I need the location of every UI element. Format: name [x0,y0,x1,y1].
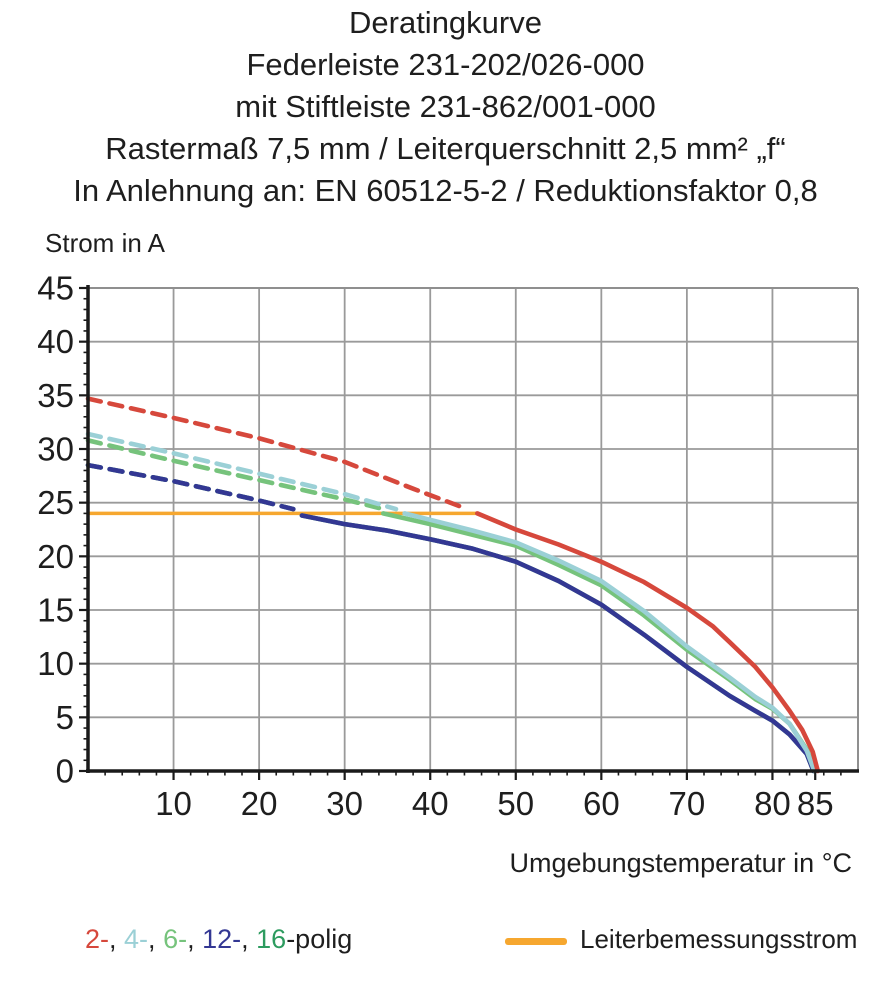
y-tick-label: 30 [37,430,74,468]
derating-chart [0,218,891,878]
y-tick-label: 45 [37,269,74,307]
x-tick-label: 40 [411,785,449,822]
x-tick-label: 60 [582,785,620,822]
x-tick-label: 85 [796,785,834,822]
legend-row [0,924,891,984]
title-line-3: mit Stiftleiste 231-862/001-000 [235,89,656,124]
y-tick-label: 15 [37,591,74,629]
legend-separator: , [109,924,125,954]
x-tick-label: 30 [326,785,364,822]
curve-12-polig-solid [302,516,814,772]
y-tick-label: 5 [55,698,74,736]
y-axis-title: Strom in A [45,228,165,258]
title-line-1: Deratingkurve [349,5,542,40]
x-axis-title: Umgebungstemperatur in °C [509,848,852,878]
y-tick-label: 0 [55,752,74,790]
tick-layer [79,288,841,780]
x-tick-label: 50 [497,785,535,822]
legend-separator: , [187,924,203,954]
curve-layer [88,399,818,771]
y-tick-label: 10 [37,645,74,683]
title-line-5: In Anlehnung an: EN 60512-5-2 / Reduktionsfaktor 0,8 [73,173,818,208]
x-tick-label: 10 [155,785,192,822]
legend-pole-label: 4- [124,924,149,954]
legend-pole-label: 16 [256,924,287,954]
x-tick-label: 20 [240,785,278,822]
legend-pole-label: 12- [202,924,242,954]
legend-separator: , [241,924,257,954]
y-tick-label: 20 [37,537,74,575]
title-line-2: Federleiste 231-202/026-000 [246,47,645,82]
legend-suffix: -polig [286,924,353,954]
legend-pole-label: 6- [163,924,188,954]
tick-label-layer [37,270,833,823]
rated-current-line-swatch [505,938,567,945]
title-line-4: Rastermaß 7,5 mm / Leiterquerschnitt 2,5 mm² „f“ [105,131,786,166]
x-tick-label: 70 [668,785,706,822]
rated-current-label: Leiterbemessungsstrom [580,924,858,954]
curve-16-polig-solid [302,516,814,772]
legend-pole-label: 2- [85,924,110,954]
x-tick-label: 80 [754,785,791,822]
y-tick-label: 40 [37,323,74,361]
y-tick-label: 25 [37,484,74,522]
curve-4-polig-solid [405,513,815,771]
y-tick-label: 35 [37,376,74,414]
legend-separator: , [148,924,164,954]
legend-pole-counts [85,924,352,955]
chart-title-block [0,2,891,212]
curve-6-polig-solid [383,513,815,771]
